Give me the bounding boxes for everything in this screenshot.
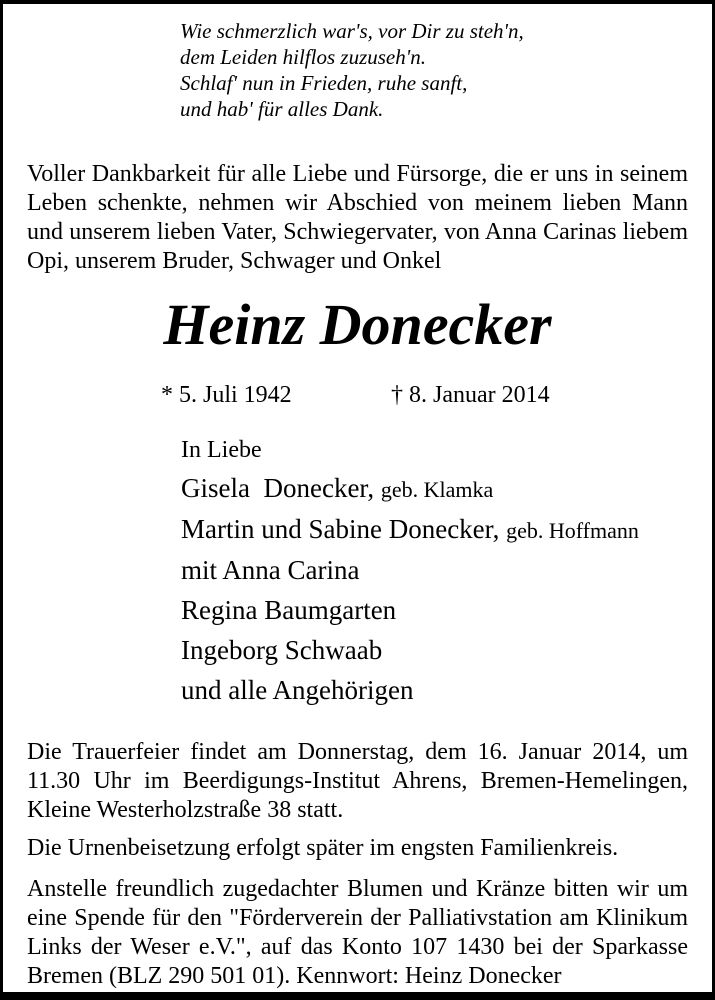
life-dates — [3, 380, 712, 410]
poem-line: Wie schmerzlich war's, vor Dir zu steh'n, — [180, 19, 524, 43]
funeral-info-paragraph: Die Trauerfeier findet am Donnerstag, dem 16. Januar 2014, um 11.30 Uhr im Beerdigungs-Institut Ahrens, Bremen-Hemelingen, Kleine Westerholzstraße 38 statt. — [27, 739, 688, 823]
mourner-name: Gisela Donecker, — [181, 473, 375, 503]
birth-date: * 5. Juli 1942 — [161, 382, 292, 408]
mourner-row — [181, 677, 712, 704]
memorial-poem — [180, 18, 712, 122]
mourner-maiden-name: geb. Klamka — [380, 477, 494, 502]
mourner-row — [181, 475, 712, 503]
mourner-name: Regina Baumgarten — [181, 595, 397, 625]
mourner-list — [181, 475, 712, 704]
mourner-name: Ingeborg Schwaab — [181, 635, 383, 665]
mourner-row — [181, 557, 712, 584]
mourner-name: und alle Angehörigen — [181, 675, 414, 705]
deceased-name: Heinz Donecker — [163, 292, 552, 357]
poem-line: dem Leiden hilflos zuzuseh'n. — [180, 45, 426, 69]
urn-info-paragraph: Die Urnenbeisetzung erfolgt später im engsten Familienkreis. — [27, 835, 619, 861]
poem-line: Schlaf' nun in Frieden, ruhe sanft, — [180, 71, 468, 95]
death-date: † 8. Januar 2014 — [391, 382, 550, 408]
donation-info-paragraph: Anstelle freundlich zugedachter Blumen und Kränze bitten wir um eine Spende für den "Förderverein der Palliativstation am Klinikum Links der Weser e.V.", auf das Konto 107 1430 bei der Sparkasse Bremen (BLZ 290 501 01). Kennwort: Heinz Donecker — [27, 876, 688, 989]
mourner-name: Martin und Sabine Donecker, — [181, 514, 500, 544]
mourner-row — [181, 516, 712, 544]
mourner-row — [181, 637, 712, 664]
poem-line: und hab' für alles Dank. — [180, 97, 384, 121]
intro-paragraph: Voller Dankbarkeit für alle Liebe und Fürsorge, die er uns in seinem Leben schenkte, nehmen wir Abschied von meinem lieben Mann und unserem lieben Vater, Schwiegervater, von Anna Carinas liebem Opi, unserem Bruder, Schwager und Onkel — [27, 161, 688, 274]
mourner-maiden-name: geb. Hoffmann — [506, 518, 639, 543]
in-love-label: In Liebe — [181, 437, 262, 463]
mourner-row — [181, 597, 712, 624]
mourner-name: mit Anna Carina — [181, 555, 360, 585]
